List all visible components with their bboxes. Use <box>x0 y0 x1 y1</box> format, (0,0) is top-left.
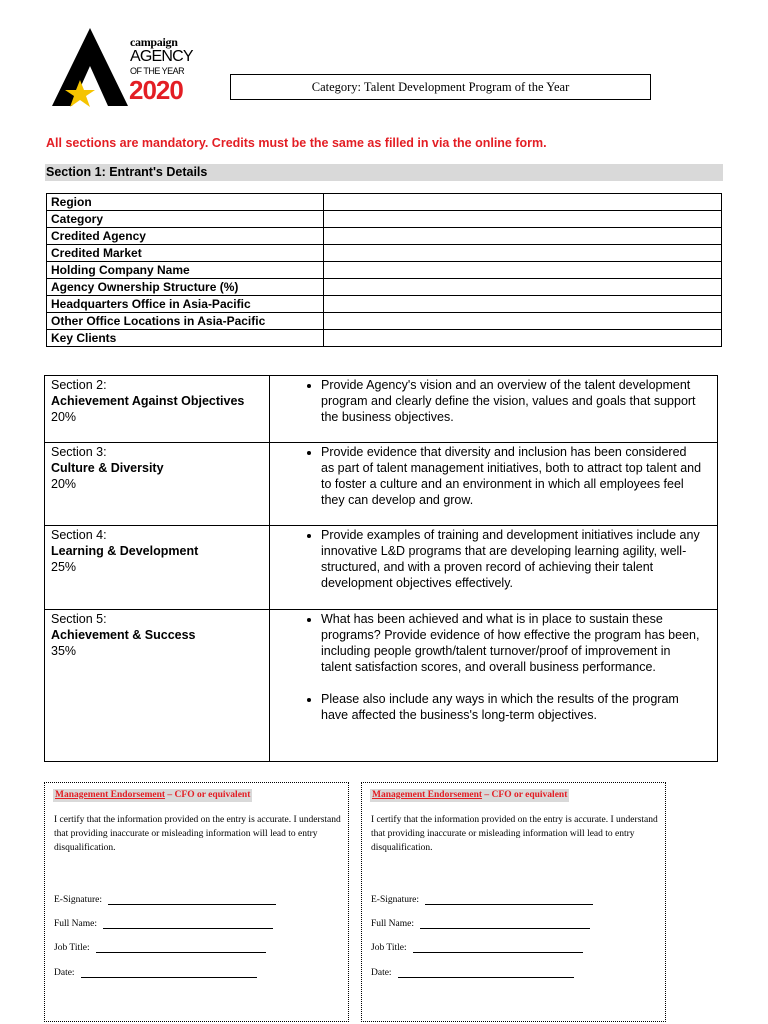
details-label: Other Office Locations in Asia-Pacific <box>47 313 324 330</box>
details-row <box>47 279 722 296</box>
details-value-cell[interactable] <box>324 262 722 279</box>
details-label: Agency Ownership Structure (%) <box>47 279 324 296</box>
section-name: Learning & Development <box>51 544 199 558</box>
section1-heading: Section 1: Entrant's Details <box>45 164 723 181</box>
signature-field <box>54 941 266 953</box>
endorsement-heading-sub: – CFO or equivalent <box>482 790 568 800</box>
section-info <box>45 376 270 443</box>
details-row <box>47 313 722 330</box>
signature-field <box>371 917 590 929</box>
endorsement-heading-main: Management Endorsement <box>55 790 166 800</box>
field-label: Date: <box>371 968 392 978</box>
category-box: Category: Talent Development Program of the Year <box>230 74 651 100</box>
details-label: Headquarters Office in Asia-Pacific <box>47 296 324 313</box>
details-label: Credited Market <box>47 245 324 262</box>
field-input-line[interactable] <box>413 941 583 953</box>
endorsement-box-2 <box>361 782 666 1022</box>
mandatory-notice: All sections are mandatory. Credits must be the same as filled in via the online form. <box>46 136 547 150</box>
details-row <box>47 211 722 228</box>
field-label: E-Signature: <box>371 895 420 905</box>
field-label: Full Name: <box>371 919 415 929</box>
guidance-item: • Please also include any ways in which the results of the program have affected the business's long-term objectives. <box>321 691 703 723</box>
details-value-cell[interactable] <box>324 228 722 245</box>
logo-campaign-text: campaign <box>130 35 178 49</box>
section-info <box>45 526 270 610</box>
guidance-item: • What has been achieved and what is in place to sustain these programs? Provide evidence of how effective the program has been, including people growth/talent turnover/proof of improvement in talent satisfaction scores, and overall business performance. <box>321 611 703 675</box>
endorsement-heading-sub: – CFO or equivalent <box>165 790 251 800</box>
section-weight: 20% <box>51 410 77 424</box>
field-input-line[interactable] <box>103 917 273 929</box>
section-weight: 25% <box>51 560 77 574</box>
section-row <box>45 610 718 762</box>
section-number: Section 4: <box>51 528 107 542</box>
details-row <box>47 262 722 279</box>
field-label: Job Title: <box>54 943 90 953</box>
section-row <box>45 443 718 526</box>
certification-text: I certify that the information provided on the entry is accurate. I understand that providing inaccurate or misleading information will lead to entry disqualification. <box>54 815 341 853</box>
signature-field <box>54 966 257 978</box>
endorsement-heading <box>370 789 569 802</box>
field-label: Full Name: <box>54 919 98 929</box>
guidance-item: • Provide examples of training and development initiatives include any innovative L&D programs that are developing learning agility, well-structured, and with a proven record of achieving their talent development objectives effectively. <box>321 527 703 591</box>
field-input-line[interactable] <box>420 917 590 929</box>
award-mark-icon <box>50 28 130 118</box>
details-value-cell[interactable] <box>324 211 722 228</box>
certification-text: I certify that the information provided on the entry is accurate. I understand that providing inaccurate or misleading information will lead to entry disqualification. <box>371 815 658 853</box>
section-guidance <box>270 376 718 443</box>
details-row <box>47 228 722 245</box>
details-row <box>47 245 722 262</box>
logo-year-text: 2020 <box>129 75 183 105</box>
logo-agency-text: AGENCY <box>130 48 193 65</box>
details-value-cell[interactable] <box>324 313 722 330</box>
details-value-cell[interactable] <box>324 245 722 262</box>
section-number: Section 2: <box>51 378 107 392</box>
field-input-line[interactable] <box>425 893 593 905</box>
section-number: Section 5: <box>51 612 107 626</box>
endorsement-box-1 <box>44 782 349 1022</box>
endorsement-heading <box>53 789 252 802</box>
endorsement-heading-main: Management Endorsement <box>372 790 483 800</box>
section-guidance <box>270 610 718 762</box>
guidance-item: • Provide Agency's vision and an overview of the talent development program and clearly define the vision, values and goals that support the business objectives. <box>321 377 703 425</box>
details-label: Category <box>47 211 324 228</box>
field-input-line[interactable] <box>96 941 266 953</box>
section-name: Achievement & Success <box>51 628 196 642</box>
section-number: Section 3: <box>51 445 107 459</box>
details-row <box>47 296 722 313</box>
guidance-item: • Provide evidence that diversity and inclusion has been considered as part of talent management initiatives, both to attract top talent and to foster a culture and an environment in which all employees feel they can develop and grow. <box>321 444 703 508</box>
guidance-list <box>294 527 703 591</box>
field-label: E-Signature: <box>54 895 103 905</box>
signature-field <box>371 893 593 905</box>
section-name: Achievement Against Objectives <box>51 394 245 408</box>
guidance-list <box>294 611 703 723</box>
section-guidance <box>270 526 718 610</box>
field-label: Job Title: <box>371 943 407 953</box>
judging-sections-table <box>44 375 718 762</box>
signature-field <box>54 893 276 905</box>
section-row <box>45 376 718 443</box>
details-label: Key Clients <box>47 330 324 347</box>
field-label: Date: <box>54 968 75 978</box>
details-label: Region <box>47 194 324 211</box>
section-weight: 20% <box>51 477 77 491</box>
details-label: Credited Agency <box>47 228 324 245</box>
signature-field <box>371 941 583 953</box>
section-info <box>45 443 270 526</box>
details-row <box>47 330 722 347</box>
section-guidance <box>270 443 718 526</box>
details-value-cell[interactable] <box>324 330 722 347</box>
logo-of-the-year-text: OF THE YEAR <box>130 66 185 76</box>
entrant-details-table <box>46 193 722 347</box>
details-row <box>47 194 722 211</box>
signature-field <box>54 917 273 929</box>
details-value-cell[interactable] <box>324 194 722 211</box>
section-row <box>45 526 718 610</box>
section-weight: 35% <box>51 644 77 658</box>
field-input-line[interactable] <box>108 893 276 905</box>
field-input-line[interactable] <box>398 966 574 978</box>
signature-field <box>371 966 574 978</box>
section-info <box>45 610 270 762</box>
section-name: Culture & Diversity <box>51 461 164 475</box>
guidance-list <box>294 444 703 508</box>
guidance-list <box>294 377 703 425</box>
details-value-cell[interactable] <box>324 279 722 296</box>
details-value-cell[interactable] <box>324 296 722 313</box>
field-input-line[interactable] <box>81 966 257 978</box>
details-label: Holding Company Name <box>47 262 324 279</box>
